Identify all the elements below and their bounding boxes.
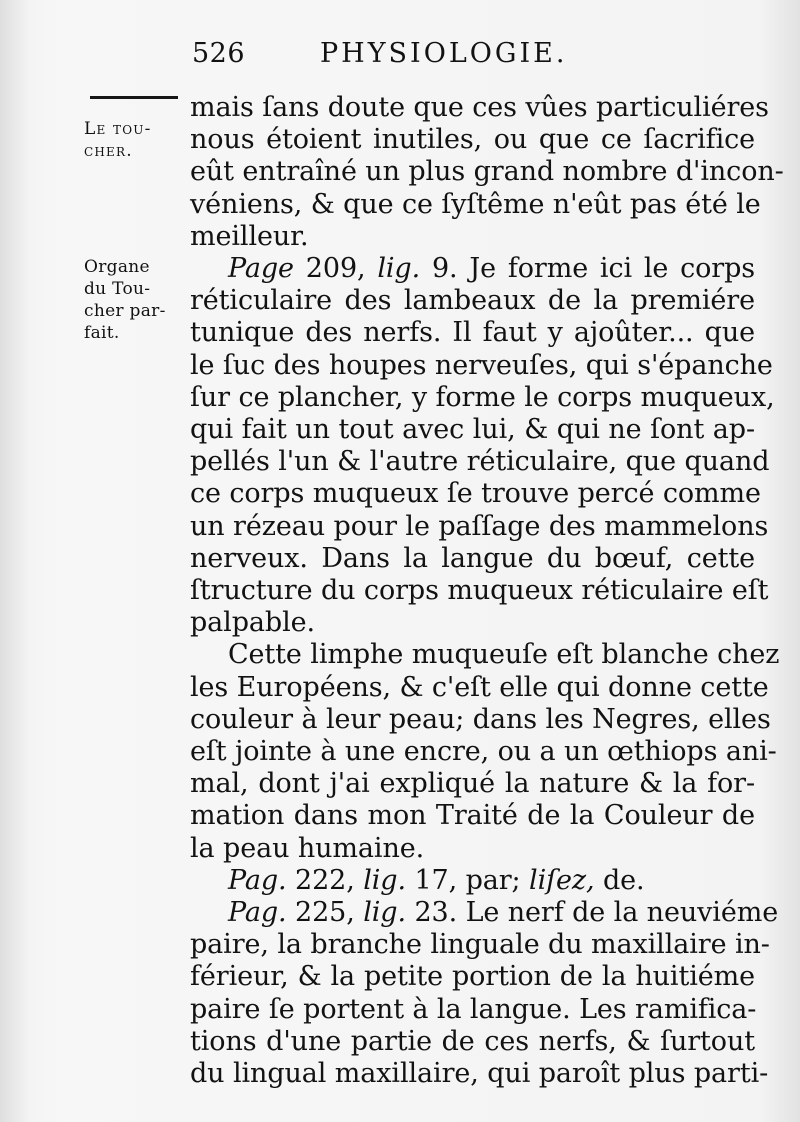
text-line-reference [190,897,779,929]
page-ref-number: 225, [295,897,355,929]
text-line-reference [190,865,755,897]
text-line: ſur ce plancher, y forme le corps muqueux, [190,381,775,413]
text-line: mal, dont j'ai expliqué la nature & la for- [190,768,755,800]
line-ref-label: lig. [363,897,406,929]
text-line: eſt jointe à une encre, ou a un œthiops ani- [190,736,777,768]
text-line: les Européens, & c'eſt elle qui donne cette [190,671,769,703]
margin-note-toucher [84,118,152,162]
page-number: 526 [192,38,246,69]
text-line: Cette limphe muqueuſe eſt blanche chez [228,639,780,671]
text-line: palpable. [190,607,315,639]
text-fragment: 23. Le nerf de la neuviéme [414,897,779,929]
text-line: ſtructure du corps muqueux réticulaire eſt [190,575,769,607]
text-line: couleur à leur peau; dans les Negres, elles [190,703,771,735]
text-line: du lingual maxillaire, qui paroît plus parti- [190,1058,769,1090]
text-line: réticulaire des lambeaux de la premiére [190,285,755,317]
main-text [190,92,784,1090]
text-line: le ſuc des houpes nerveuſes, qui s'épanche [190,349,773,381]
page-ref-label: Page [228,253,294,285]
text-line: la peau humaine. [190,832,425,864]
text-line: meilleur. [190,220,309,252]
page-ref-number: 222, [295,864,355,896]
text-line: paire ſe portent à la langue. Les ramifica- [190,993,757,1025]
margin-note-line: Le tou- [84,119,152,139]
margin-note-line: cher. [84,141,133,161]
text-line: mation dans mon Traité de la Couleur de [190,800,755,832]
page-ref-label: Pag. [228,864,287,896]
line-ref-label: lig. [363,864,406,896]
text-line: nerveux. Dans la langue du bœuf, cette [190,542,755,574]
text-line: tions d'une partie de ces nerfs, & ſurtout [190,1025,755,1057]
margin-note-line: du Tou- [84,279,151,299]
line-ref-label: lig. [377,253,421,285]
page-ref-label: Pag. [228,897,287,929]
text-fragment: de. [602,864,645,896]
text-line: un rézeau pour le paſſage des mammelons [190,510,769,542]
text-line: mais ſans doute que ces vûes particuliéres [190,92,769,123]
margin-note-line: fait. [84,323,120,343]
running-title: PHYSIOLOGIE. [320,38,568,69]
margin-note-line: cher par- [84,301,166,321]
text-fragment: 17, par; [414,864,521,896]
text-fragment: Je forme ici le corps [469,253,756,285]
text-line: férieur, & la petite portion de la huitiéme [190,961,755,993]
text-line: véniens, & que ce ſyſtême n'eût pas été le [190,188,761,220]
text-line: nous étoient inutiles, ou que ce ſacrifice [190,124,755,156]
text-line: ce corps muqueux ſe trouve percé comme [190,478,761,510]
page-ref-number: 209, [305,253,366,285]
text-line: eût entraîné un plus grand nombre d'incon- [190,156,784,188]
margin-note-line: Organe [84,257,150,277]
margin-note-organe [84,256,166,344]
read-label: liſez, [529,864,595,896]
page-header [192,38,642,78]
text-line: paire, la branche linguale du maxillaire in- [190,929,770,961]
text-line: qui fait un tout avec lui, & qui ne ſont ap- [190,414,755,446]
text-line: tunique des nerfs. Il faut y ajoûter... que [190,317,755,349]
text-line: pellés l'un & l'autre réticulaire, que quand [190,446,770,478]
text-line-reference [190,253,755,285]
margin-rule [90,96,178,99]
line-ref-number: 9. [431,253,458,285]
